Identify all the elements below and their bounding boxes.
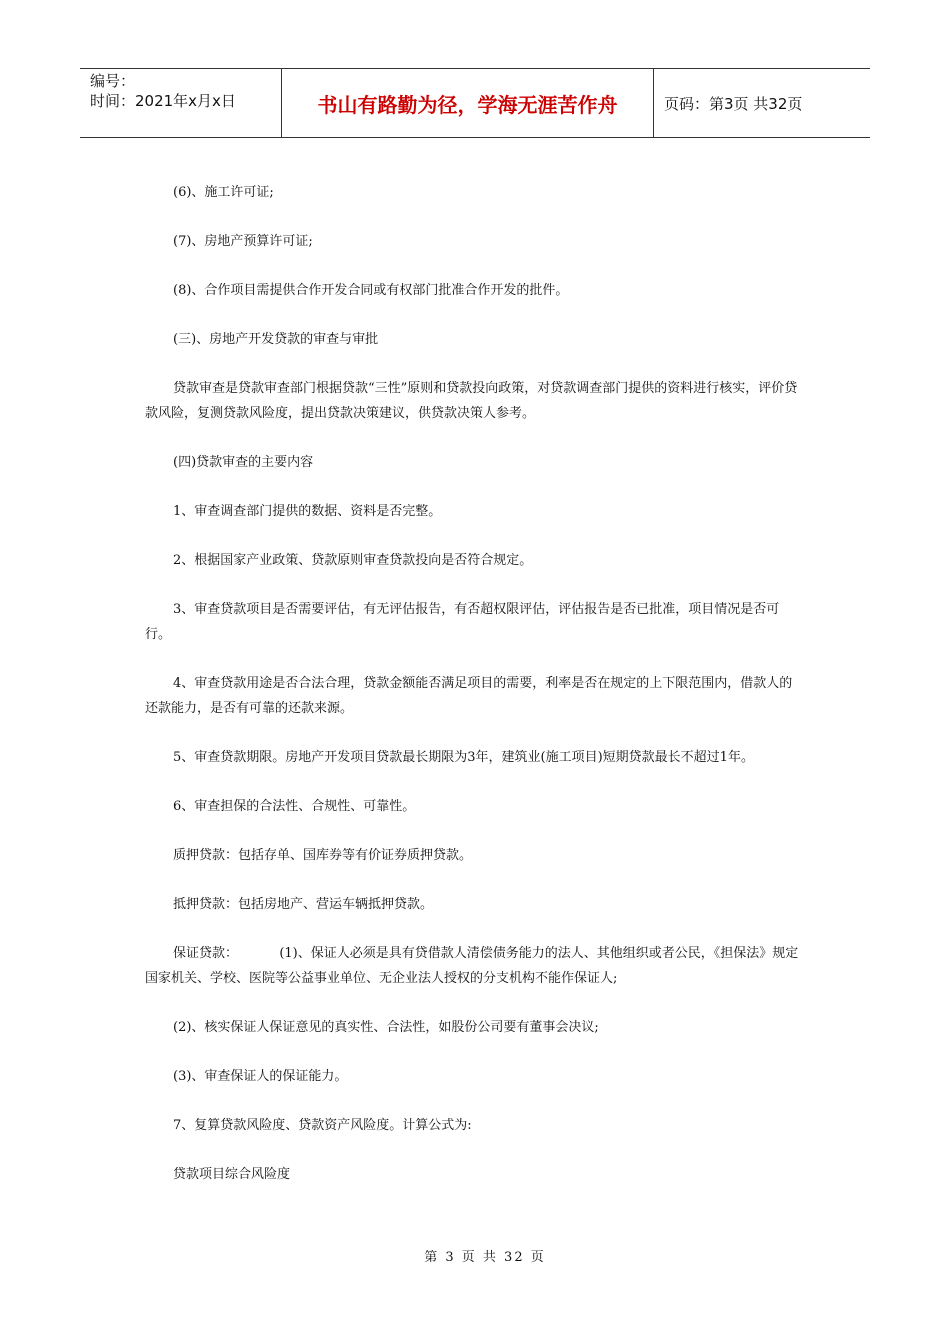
header-motto: 书山有路勤为径，学海无涯苦作舟 [282, 69, 654, 137]
paragraph: 4、审查贷款用途是否合法合理，贷款金额能否满足项目的需要，利率是否在规定的上下限范围内，借款人的还款能力，是否有可靠的还款来源。 [145, 676, 793, 716]
section-heading: (三)、房地产开发贷款的审查与审批 [173, 332, 379, 347]
paragraph: 抵押贷款：包括房地产、营运车辆抵押贷款。 [173, 897, 434, 912]
paragraph: 6、审查担保的合法性、合规性、可靠性。 [173, 799, 416, 814]
header-meta [80, 69, 282, 137]
page-footer: 第 3 页 共 32 页 [424, 1250, 546, 1265]
paragraph: 保证贷款： (1)、保证人必须是具有贷借款人清偿债务能力的法人、其他组织或者公民，《担保法》规定国家机关、学校、医院等公益事业单位、无企业法人授权的分支机构不能作保证人; [145, 946, 799, 986]
paragraph: 贷款审查是贷款审查部门根据贷款“三性”原则和贷款投向政策，对贷款调查部门提供的资料进行核实，评价贷款风险，复测贷款风险度，提出贷款决策建议，供贷款决策人参考。 [145, 381, 798, 421]
paragraph: 5、审查贷款期限。房地产开发项目贷款最长期限为3年，建筑业(施工项目)短期贷款最长不超过1年。 [173, 750, 754, 765]
paragraph: 1、审查调查部门提供的数据、资料是否完整。 [173, 504, 442, 519]
page-header [80, 68, 870, 138]
paragraph: 7、复算贷款风险度、贷款资产风险度。计算公式为: [173, 1118, 472, 1133]
section-heading: (四)贷款审查的主要内容 [173, 455, 314, 470]
document-body [145, 180, 805, 1211]
paragraph: 2、根据国家产业政策、贷款原则审查贷款投向是否符合规定。 [173, 553, 533, 568]
header-page-indicator: 页码：第3页 共32页 [664, 94, 803, 113]
document-number-label: 编号： [90, 72, 136, 90]
document-date: 时间：2021年x月x日 [90, 92, 236, 110]
paragraph: (7)、房地产预算许可证; [173, 234, 313, 249]
paragraph: (3)、审查保证人的保证能力。 [173, 1069, 348, 1084]
paragraph: 贷款项目综合风险度 [173, 1167, 291, 1182]
paragraph: (8)、合作项目需提供合作开发合同或有权部门批准合作开发的批件。 [173, 283, 569, 298]
paragraph: 3、审查贷款项目是否需要评估，有无评估报告，有否超权限评估，评估报告是否已批准，项目情况是否可行。 [145, 602, 780, 642]
paragraph: (2)、核实保证人保证意见的真实性、合法性，如股份公司要有董事会决议; [173, 1020, 599, 1035]
paragraph: 质押贷款：包括存单、国库券等有价证券质押贷款。 [173, 848, 473, 863]
paragraph: (6)、施工许可证; [173, 185, 274, 200]
